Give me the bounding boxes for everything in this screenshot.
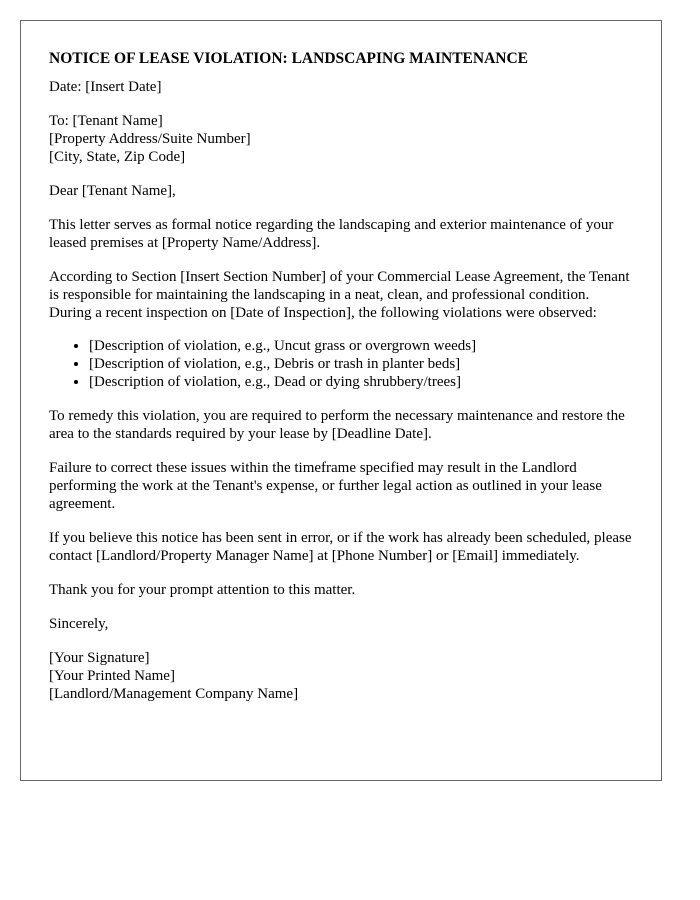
- closing: Sincerely,: [49, 616, 109, 632]
- recipient-city-line: [City, State, Zip Code]: [49, 149, 186, 165]
- violation-item: • [Description of violation, e.g., Debris or trash in planter beds]: [89, 355, 633, 373]
- recipient-address: [49, 112, 633, 166]
- letter-title: NOTICE OF LEASE VIOLATION: LANDSCAPING MAINTENANCE: [49, 50, 528, 67]
- company-name-line: [Landlord/Management Company Name]: [49, 686, 299, 702]
- failure-paragraph: Failure to correct these issues within the timeframe specified may result in the Landlord performing the work at the Tenant's expense, or further legal action as outlined in your lease agreement.: [49, 460, 602, 512]
- printed-name-line: [Your Printed Name]: [49, 668, 175, 684]
- violations-list: [49, 337, 633, 391]
- signature-line: [Your Signature]: [49, 650, 150, 666]
- thanks-paragraph: Thank you for your prompt attention to this matter.: [49, 582, 356, 598]
- section-paragraph: According to Section [Insert Section Number] of your Commercial Lease Agreement, the Tenant is responsible for maintaining the landscaping in a neat, clean, and professional condition. During a recent inspection on [Date of Inspection], the following violations were observed:: [49, 269, 630, 321]
- date-line: Date: [Insert Date]: [49, 79, 162, 95]
- salutation: Dear [Tenant Name],: [49, 183, 176, 199]
- violation-item: • [Description of violation, e.g., Uncut grass or overgrown weeds]: [89, 337, 633, 355]
- signature-block: [49, 649, 633, 703]
- intro-paragraph: This letter serves as formal notice regarding the landscaping and exterior maintenance of your leased premises at [Property Name/Address].: [49, 217, 614, 251]
- violation-item: • [Description of violation, e.g., Dead or dying shrubbery/trees]: [89, 373, 633, 391]
- remedy-paragraph: To remedy this violation, you are required to perform the necessary maintenance and restore the area to the standards required by your lease by [Deadline Date].: [49, 408, 625, 442]
- letter-document: [20, 20, 662, 781]
- recipient-property-line: [Property Address/Suite Number]: [49, 131, 251, 147]
- contact-paragraph: If you believe this notice has been sent in error, or if the work has already been scheduled, please contact [Landlord/Property Manager Name] at [Phone Number] or [Email] immediately.: [49, 530, 632, 564]
- recipient-name-line: To: [Tenant Name]: [49, 113, 163, 129]
